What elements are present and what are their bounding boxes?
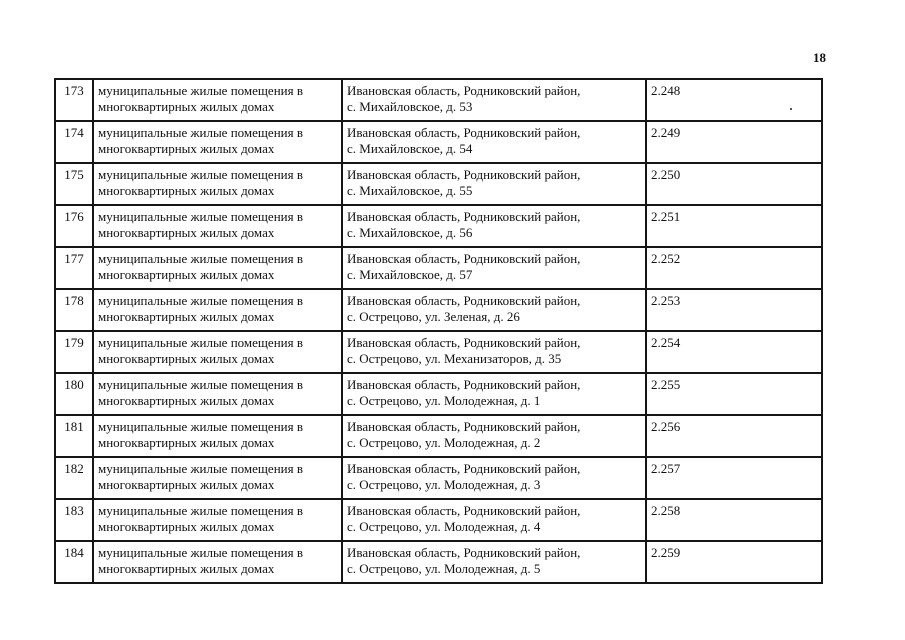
row-number: 175 [55, 163, 93, 205]
registry-code: 2.256 [646, 415, 822, 457]
address-cell [342, 121, 646, 163]
row-number: 176 [55, 205, 93, 247]
page-number: 18 [813, 50, 826, 65]
address-line-2: с. Михайловское, д. 57 [347, 267, 473, 282]
table-row [55, 79, 822, 121]
property-type-line-2: многоквартирных жилых домах [98, 141, 275, 156]
row-number: 182 [55, 457, 93, 499]
address-line-2: с. Михайловское, д. 54 [347, 141, 473, 156]
table-row [55, 331, 822, 373]
address-line-1: Ивановская область, Родниковский район, [347, 251, 581, 266]
address-line-2: с. Острецово, ул. Зеленая, д. 26 [347, 309, 520, 324]
address-line-1: Ивановская область, Родниковский район, [347, 83, 581, 98]
registry-code: 2.251 [646, 205, 822, 247]
property-type-cell [93, 331, 342, 373]
address-line-1: Ивановская область, Родниковский район, [347, 419, 581, 434]
property-type-line-1: муниципальные жилые помещения в [98, 545, 303, 560]
address-cell [342, 331, 646, 373]
address-line-1: Ивановская область, Родниковский район, [347, 461, 581, 476]
row-number: 174 [55, 121, 93, 163]
property-type-line-1: муниципальные жилые помещения в [98, 83, 303, 98]
row-number: 178 [55, 289, 93, 331]
property-type-line-1: муниципальные жилые помещения в [98, 461, 303, 476]
property-type-cell [93, 457, 342, 499]
address-line-1: Ивановская область, Родниковский район, [347, 293, 581, 308]
property-type-line-2: многоквартирных жилых домах [98, 519, 275, 534]
address-line-1: Ивановская область, Родниковский район, [347, 335, 581, 350]
registry-code: 2.259 [646, 541, 822, 583]
property-type-line-2: многоквартирных жилых домах [98, 99, 275, 114]
property-type-line-2: многоквартирных жилых домах [98, 477, 275, 492]
property-type-line-1: муниципальные жилые помещения в [98, 293, 303, 308]
property-type-cell [93, 415, 342, 457]
property-type-line-1: муниципальные жилые помещения в [98, 503, 303, 518]
property-type-line-2: многоквартирных жилых домах [98, 267, 275, 282]
property-type-cell [93, 499, 342, 541]
property-type-cell [93, 163, 342, 205]
property-type-line-2: многоквартирных жилых домах [98, 393, 275, 408]
row-number: 181 [55, 415, 93, 457]
address-line-2: с. Острецово, ул. Молодежная, д. 2 [347, 435, 541, 450]
property-type-line-2: многоквартирных жилых домах [98, 183, 275, 198]
address-line-1: Ивановская область, Родниковский район, [347, 545, 581, 560]
row-number: 180 [55, 373, 93, 415]
address-line-2: с. Острецово, ул. Молодежная, д. 1 [347, 393, 541, 408]
registry-code: 2.252 [646, 247, 822, 289]
property-type-line-1: муниципальные жилые помещения в [98, 209, 303, 224]
registry-code: 2.255 [646, 373, 822, 415]
table-row [55, 205, 822, 247]
row-number: 183 [55, 499, 93, 541]
property-type-cell [93, 121, 342, 163]
address-cell [342, 457, 646, 499]
property-type-line-1: муниципальные жилые помещения в [98, 377, 303, 392]
property-type-cell [93, 205, 342, 247]
property-type-line-1: муниципальные жилые помещения в [98, 251, 303, 266]
table-row [55, 499, 822, 541]
registry-code: 2.250 [646, 163, 822, 205]
address-cell [342, 499, 646, 541]
property-type-cell [93, 373, 342, 415]
address-line-2: с. Острецово, ул. Молодежная, д. 4 [347, 519, 541, 534]
property-type-line-2: многоквартирных жилых домах [98, 309, 275, 324]
property-type-cell [93, 289, 342, 331]
table-row [55, 121, 822, 163]
property-type-cell [93, 79, 342, 121]
registry-code: 2.258 [646, 499, 822, 541]
table-row [55, 415, 822, 457]
row-number: 173 [55, 79, 93, 121]
address-cell [342, 247, 646, 289]
address-cell [342, 373, 646, 415]
property-type-line-2: многоквартирных жилых домах [98, 225, 275, 240]
property-type-line-2: многоквартирных жилых домах [98, 435, 275, 450]
address-cell [342, 79, 646, 121]
registry-code: 2.248 [646, 79, 822, 121]
table-row [55, 541, 822, 583]
address-line-1: Ивановская область, Родниковский район, [347, 377, 581, 392]
property-type-line-1: муниципальные жилые помещения в [98, 335, 303, 350]
table-row [55, 373, 822, 415]
registry-code: 2.254 [646, 331, 822, 373]
address-cell [342, 541, 646, 583]
registry-code: 2.253 [646, 289, 822, 331]
property-type-cell [93, 541, 342, 583]
row-number: 177 [55, 247, 93, 289]
property-type-line-2: многоквартирных жилых домах [98, 351, 275, 366]
property-registry-table [54, 78, 823, 584]
address-cell [342, 163, 646, 205]
table-row [55, 247, 822, 289]
address-line-1: Ивановская область, Родниковский район, [347, 125, 581, 140]
address-line-2: с. Михайловское, д. 53 [347, 99, 473, 114]
table-row [55, 163, 822, 205]
property-type-line-1: муниципальные жилые помещения в [98, 167, 303, 182]
address-line-1: Ивановская область, Родниковский район, [347, 209, 581, 224]
address-cell [342, 289, 646, 331]
address-line-2: с. Острецово, ул. Механизаторов, д. 35 [347, 351, 562, 366]
property-type-line-2: многоквартирных жилых домах [98, 561, 275, 576]
row-number: 184 [55, 541, 93, 583]
property-type-line-1: муниципальные жилые помещения в [98, 125, 303, 140]
address-line-1: Ивановская область, Родниковский район, [347, 167, 581, 182]
address-line-2: с. Острецово, ул. Молодежная, д. 5 [347, 561, 541, 576]
address-cell [342, 415, 646, 457]
address-line-2: с. Михайловское, д. 55 [347, 183, 473, 198]
address-cell [342, 205, 646, 247]
row-number: 179 [55, 331, 93, 373]
address-line-1: Ивановская область, Родниковский район, [347, 503, 581, 518]
registry-code: 2.257 [646, 457, 822, 499]
registry-code: 2.249 [646, 121, 822, 163]
table-body [55, 79, 822, 583]
property-type-line-1: муниципальные жилые помещения в [98, 419, 303, 434]
table-row [55, 457, 822, 499]
property-type-cell [93, 247, 342, 289]
address-line-2: с. Острецово, ул. Молодежная, д. 3 [347, 477, 541, 492]
table-row [55, 289, 822, 331]
address-line-2: с. Михайловское, д. 56 [347, 225, 473, 240]
